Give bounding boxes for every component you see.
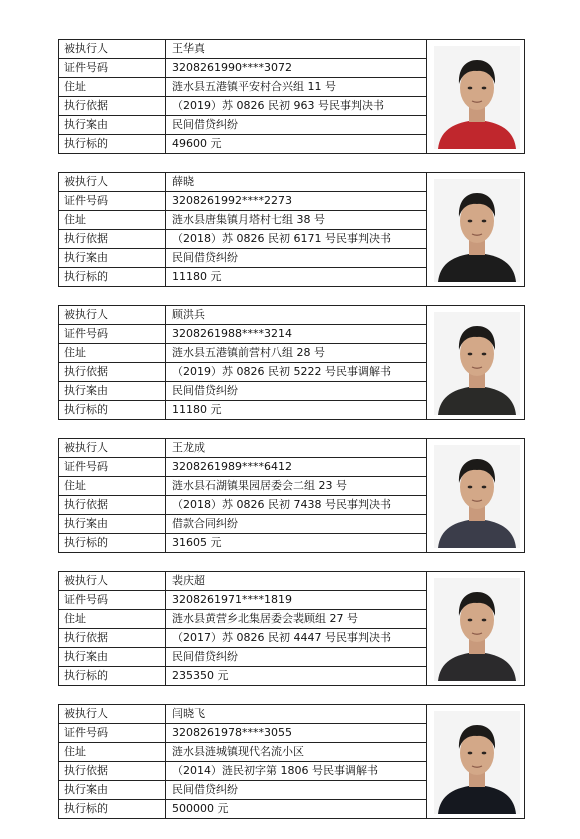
label-reason: 执行案由: [59, 382, 166, 400]
portrait-photo: [434, 46, 520, 149]
row-basis: [59, 496, 426, 515]
label-amount: 执行标的: [59, 268, 166, 286]
record-3: [58, 438, 525, 553]
value-basis: （2019）苏 0826 民初 963 号民事判决书: [172, 99, 384, 112]
label-address: 住址: [59, 211, 166, 229]
value-amount: 11180 元: [172, 403, 222, 416]
value-name: 薛晓: [172, 175, 194, 188]
value-reason: 民间借贷纠纷: [172, 783, 238, 796]
label-address: 住址: [59, 78, 166, 96]
row-id: [59, 724, 426, 743]
label-reason: 执行案由: [59, 781, 166, 799]
row-basis: [59, 230, 426, 249]
record-4: [58, 571, 525, 686]
label-name: 被执行人: [59, 572, 166, 590]
value-amount: 235350 元: [172, 669, 229, 682]
person-silhouette-icon: [434, 179, 520, 282]
label-basis: 执行依据: [59, 762, 166, 780]
row-reason: [59, 781, 426, 800]
photo-cell: [427, 173, 524, 286]
photo-cell: [427, 705, 524, 818]
row-reason: [59, 116, 426, 135]
person-silhouette-icon: [434, 312, 520, 415]
portrait-photo: [434, 711, 520, 814]
row-reason: [59, 249, 426, 268]
label-basis: 执行依据: [59, 230, 166, 248]
row-basis: [59, 363, 426, 382]
label-id: 证件号码: [59, 325, 166, 343]
row-name: [59, 705, 426, 724]
label-id: 证件号码: [59, 59, 166, 77]
row-address: [59, 743, 426, 762]
value-amount: 500000 元: [172, 802, 229, 815]
label-basis: 执行依据: [59, 629, 166, 647]
portrait-photo: [434, 578, 520, 681]
label-id: 证件号码: [59, 591, 166, 609]
value-reason: 民间借贷纠纷: [172, 650, 238, 663]
record-fields: [59, 40, 427, 153]
label-name: 被执行人: [59, 40, 166, 58]
label-name: 被执行人: [59, 439, 166, 457]
label-reason: 执行案由: [59, 648, 166, 666]
value-address: 涟水县石湖镇果园居委会二组 23 号: [172, 479, 347, 492]
record-fields: [59, 572, 427, 685]
label-id: 证件号码: [59, 724, 166, 742]
row-name: [59, 439, 426, 458]
value-basis: （2017）苏 0826 民初 4447 号民事判决书: [172, 631, 391, 644]
label-basis: 执行依据: [59, 363, 166, 381]
row-id: [59, 591, 426, 610]
row-amount: [59, 800, 426, 818]
value-address: 涟水县涟城镇现代名流小区: [172, 745, 304, 758]
label-name: 被执行人: [59, 173, 166, 191]
value-name: 裴庆超: [172, 574, 205, 587]
value-amount: 31605 元: [172, 536, 222, 549]
value-reason: 民间借贷纠纷: [172, 118, 238, 131]
portrait-photo: [434, 312, 520, 415]
label-amount: 执行标的: [59, 800, 166, 818]
value-reason: 民间借贷纠纷: [172, 251, 238, 264]
value-id: 3208261978****3055: [172, 726, 292, 739]
record-1: [58, 172, 525, 287]
row-amount: [59, 268, 426, 286]
photo-cell: [427, 306, 524, 419]
label-reason: 执行案由: [59, 249, 166, 267]
row-address: [59, 211, 426, 230]
record-2: [58, 305, 525, 420]
label-id: 证件号码: [59, 192, 166, 210]
value-address: 涟水县五港镇平安村合兴组 11 号: [172, 80, 336, 93]
row-amount: [59, 401, 426, 419]
label-address: 住址: [59, 477, 166, 495]
value-id: 3208261992****2273: [172, 194, 292, 207]
value-amount: 49600 元: [172, 137, 222, 150]
portrait-photo: [434, 445, 520, 548]
value-address: 涟水县黄营乡北集居委会裴顾组 27 号: [172, 612, 358, 625]
value-id: 3208261988****3214: [172, 327, 292, 340]
row-reason: [59, 648, 426, 667]
row-reason: [59, 382, 426, 401]
value-reason: 民间借贷纠纷: [172, 384, 238, 397]
value-name: 顾洪兵: [172, 308, 205, 321]
photo-cell: [427, 439, 524, 552]
label-address: 住址: [59, 344, 166, 362]
row-name: [59, 572, 426, 591]
label-name: 被执行人: [59, 306, 166, 324]
value-name: 闫晓飞: [172, 707, 205, 720]
row-id: [59, 458, 426, 477]
label-amount: 执行标的: [59, 534, 166, 552]
label-address: 住址: [59, 610, 166, 628]
label-amount: 执行标的: [59, 135, 166, 153]
row-address: [59, 344, 426, 363]
person-silhouette-icon: [434, 445, 520, 548]
label-reason: 执行案由: [59, 515, 166, 533]
record-fields: [59, 173, 427, 286]
value-basis: （2018）苏 0826 民初 6171 号民事判决书: [172, 232, 391, 245]
photo-cell: [427, 40, 524, 153]
record-fields: [59, 439, 427, 552]
label-amount: 执行标的: [59, 401, 166, 419]
value-address: 涟水县五港镇前营村八组 28 号: [172, 346, 325, 359]
record-0: [58, 39, 525, 154]
person-silhouette-icon: [434, 46, 520, 149]
value-id: 3208261990****3072: [172, 61, 292, 74]
row-name: [59, 173, 426, 192]
row-basis: [59, 762, 426, 781]
row-name: [59, 40, 426, 59]
label-id: 证件号码: [59, 458, 166, 476]
row-id: [59, 192, 426, 211]
value-basis: （2018）苏 0826 民初 7438 号民事判决书: [172, 498, 391, 511]
record-fields: [59, 306, 427, 419]
person-silhouette-icon: [434, 578, 520, 681]
record-5: [58, 704, 525, 819]
record-fields: [59, 705, 427, 818]
value-reason: 借款合同纠纷: [172, 517, 238, 530]
value-name: 王华真: [172, 42, 205, 55]
row-address: [59, 78, 426, 97]
value-name: 王龙成: [172, 441, 205, 454]
value-id: 3208261971****1819: [172, 593, 292, 606]
row-amount: [59, 534, 426, 552]
label-basis: 执行依据: [59, 496, 166, 514]
value-id: 3208261989****6412: [172, 460, 292, 473]
row-id: [59, 59, 426, 78]
row-basis: [59, 629, 426, 648]
label-name: 被执行人: [59, 705, 166, 723]
photo-cell: [427, 572, 524, 685]
row-amount: [59, 135, 426, 153]
portrait-photo: [434, 179, 520, 282]
value-basis: （2019）苏 0826 民初 5222 号民事调解书: [172, 365, 391, 378]
row-name: [59, 306, 426, 325]
value-basis: （2014）涟民初字第 1806 号民事调解书: [172, 764, 378, 777]
label-basis: 执行依据: [59, 97, 166, 115]
row-address: [59, 477, 426, 496]
row-id: [59, 325, 426, 344]
label-address: 住址: [59, 743, 166, 761]
row-address: [59, 610, 426, 629]
row-reason: [59, 515, 426, 534]
label-reason: 执行案由: [59, 116, 166, 134]
row-basis: [59, 97, 426, 116]
value-amount: 11180 元: [172, 270, 222, 283]
label-amount: 执行标的: [59, 667, 166, 685]
person-silhouette-icon: [434, 711, 520, 814]
row-amount: [59, 667, 426, 685]
value-address: 涟水县唐集镇月塔村七组 38 号: [172, 213, 325, 226]
